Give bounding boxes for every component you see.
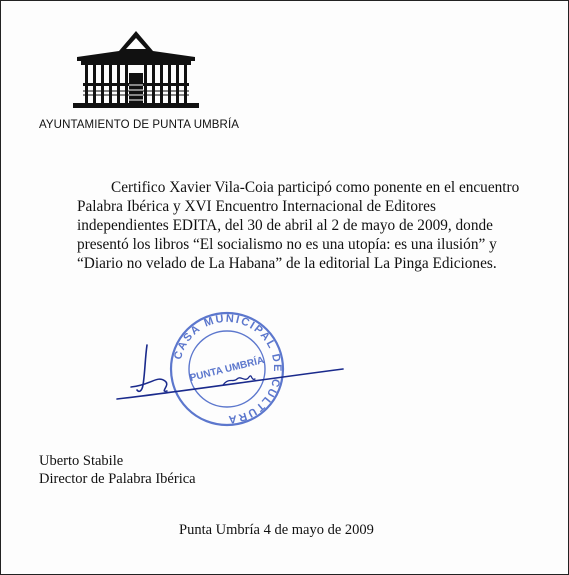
place-and-date: Punta Umbría 4 de mayo de 2009 xyxy=(179,522,374,538)
signatory-title: Director de Palabra Ibérica xyxy=(39,471,196,487)
signatory-block xyxy=(39,452,339,488)
certificate-body xyxy=(77,178,527,273)
organization-name: AYUNTAMIENTO DE PUNTA UMBRÍA xyxy=(39,119,240,131)
stamp-center-text: PUNTA UMBRÍA xyxy=(188,354,266,385)
stamp-ring-text: CASA MUNICIPAL DE CULTURA xyxy=(171,312,284,426)
handwritten-signature xyxy=(111,341,361,411)
certificate-paragraph: Certifico Xavier Vila-Coia participó como ponente en el encuentro Palabra Ibérica y XVI Encuentro Internacional de Editores independientes EDITA, del 30 de abril al 2 de mayo de 2009, donde presentó los libros “El socialismo no es una utopía: es una ilusión” y “Diario no velado de La Habana” de la editorial La Pinga Ediciones. xyxy=(77,179,520,272)
signatory-name: Uberto Stabile xyxy=(39,453,124,469)
town-hall-logo-icon xyxy=(71,29,201,113)
